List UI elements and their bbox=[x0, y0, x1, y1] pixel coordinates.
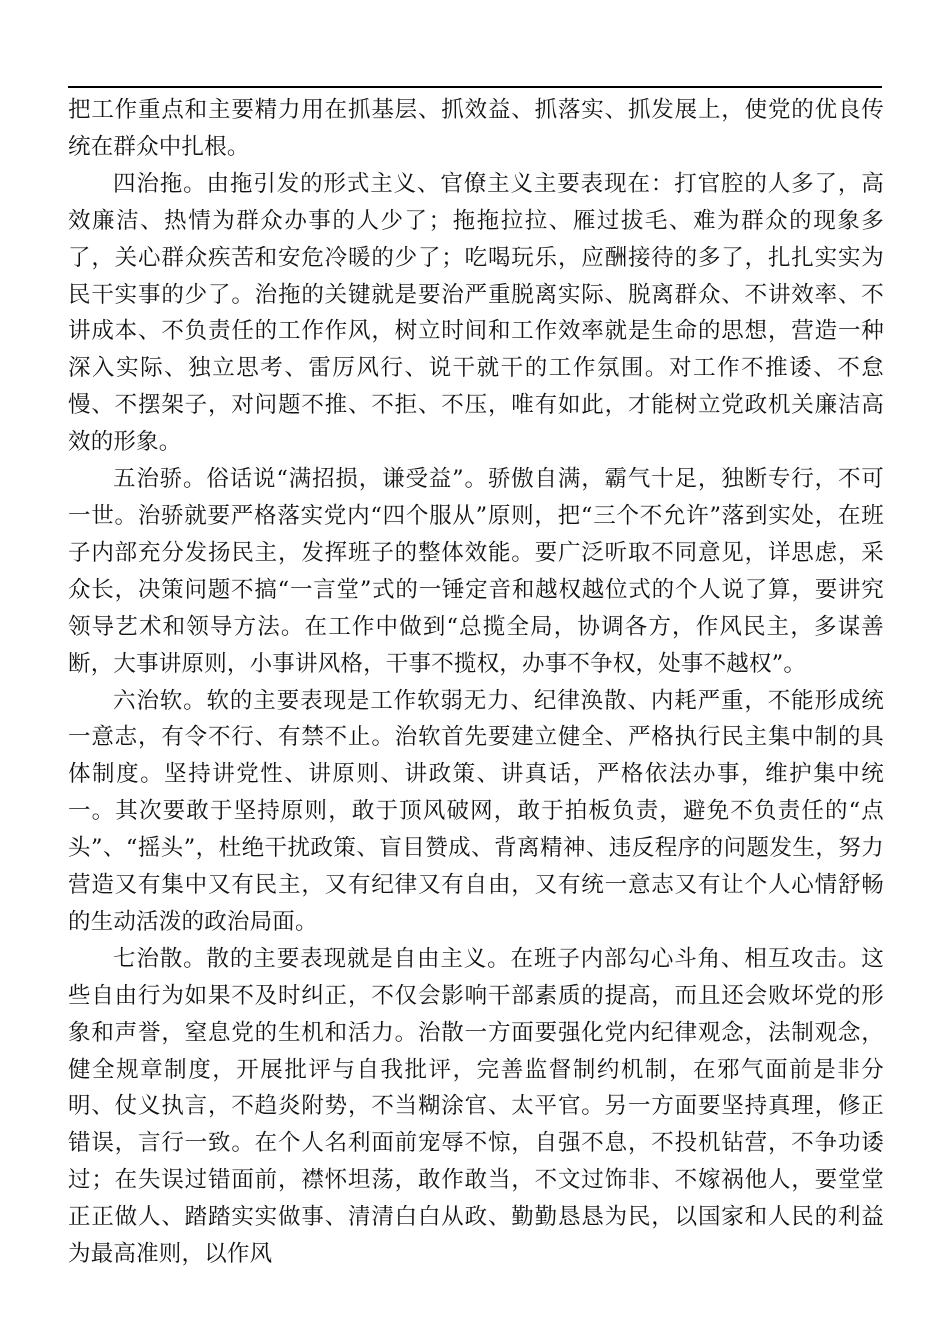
paragraph-seven-zhi-san: 七治散。散的主要表现就是自由主义。在班子内部勾心斗角、相互攻击。这些自由行为如果不及时纠正，不仅会影响干部素质的提高，而且还会败坏党的形象和声誉，窒息党的生机和活力。治散一方面要强化党内纪律观念，法制观念，健全规章制度，开展批评与自我批评，完善监督制约机制，在邪气面前是非分明、仗义执言，不趋炎附势，不当糊涂官、太平官。另一方面要坚持真理，修正错误，言行一致。在个人名利面前宠辱不惊，自强不息，不投机钻营，不争功诿过；在失误过错面前，襟怀坦荡，敢作敢当，不文过饰非、不嫁祸他人，要堂堂正正做人、踏踏实实做事、清清白白从政、勤勤恳恳为民，以国家和人民的利益为最高准则，以作风 bbox=[68, 945, 884, 1268]
document-body bbox=[68, 92, 884, 1273]
paragraph-four-zhi-tuo: 四治拖。由拖引发的形式主义、官僚主义主要表现在：打官腔的人多了，高效廉洁、热情为群众办事的人少了；拖拖拉拉、雁过拔毛、难为群众的现象多了，关心群众疾苦和安危冷暖的少了；吃喝玩乐，应酬接待的多了，扎扎实实为民干实事的少了。治拖的关键就是要治严重脱离实际、脱离群众、不讲效率、不讲成本、不负责任的工作作风，树立时间和工作效率就是生命的思想，营造一种深入实际、独立思考、雷厉风行、说干就干的工作氛围。对工作不推诿、不怠慢、不摆架子，对问题不推、不拒、不压，唯有如此，才能树立党政机关廉洁高效的形象。 bbox=[68, 170, 884, 456]
header-rule bbox=[68, 86, 882, 88]
paragraph-continuation: 把工作重点和主要精力用在抓基层、抓效益、抓落实、抓发展上，使党的优良传统在群众中扎根。 bbox=[68, 97, 884, 160]
paragraph-six-zhi-ruan: 六治软。软的主要表现是工作软弱无力、纪律涣散、内耗严重，不能形成统一意志，有令不行、有禁不止。治软首先要建立健全、严格执行民主集中制的具体制度。坚持讲党性、讲原则、讲政策、讲真话，严格依法办事，维护集中统一。其次要敢于坚持原则，敢于顶风破网，敢于拍板负责，避免不负责任的“点头”、“摇头”，杜绝干扰政策、盲目赞成、背离精神、违反程序的问题发生，努力营造又有集中又有民主，又有纪律又有自由，又有统一意志又有让个人心情舒畅的生动活泼的政治局面。 bbox=[68, 687, 884, 935]
paragraph-five-zhi-jiao: 五治骄。俗话说“满招损，谦受益”。骄傲自满，霸气十足，独断专行，不可一世。治骄就要严格落实党内“四个服从”原则，把“三个不允许”落到实处，在班子内部充分发扬民主，发挥班子的整体效能。要广泛听取不同意见，详思虑，采众长，决策问题不搞“一言堂”式的一锤定音和越权越位式的个人说了算，要讲究领导艺术和领导方法。在工作中做到“总揽全局，协调各方，作风民主，多谋善断，大事讲原则，小事讲风格，干事不揽权，办事不争权，处事不越权”。 bbox=[68, 466, 884, 677]
